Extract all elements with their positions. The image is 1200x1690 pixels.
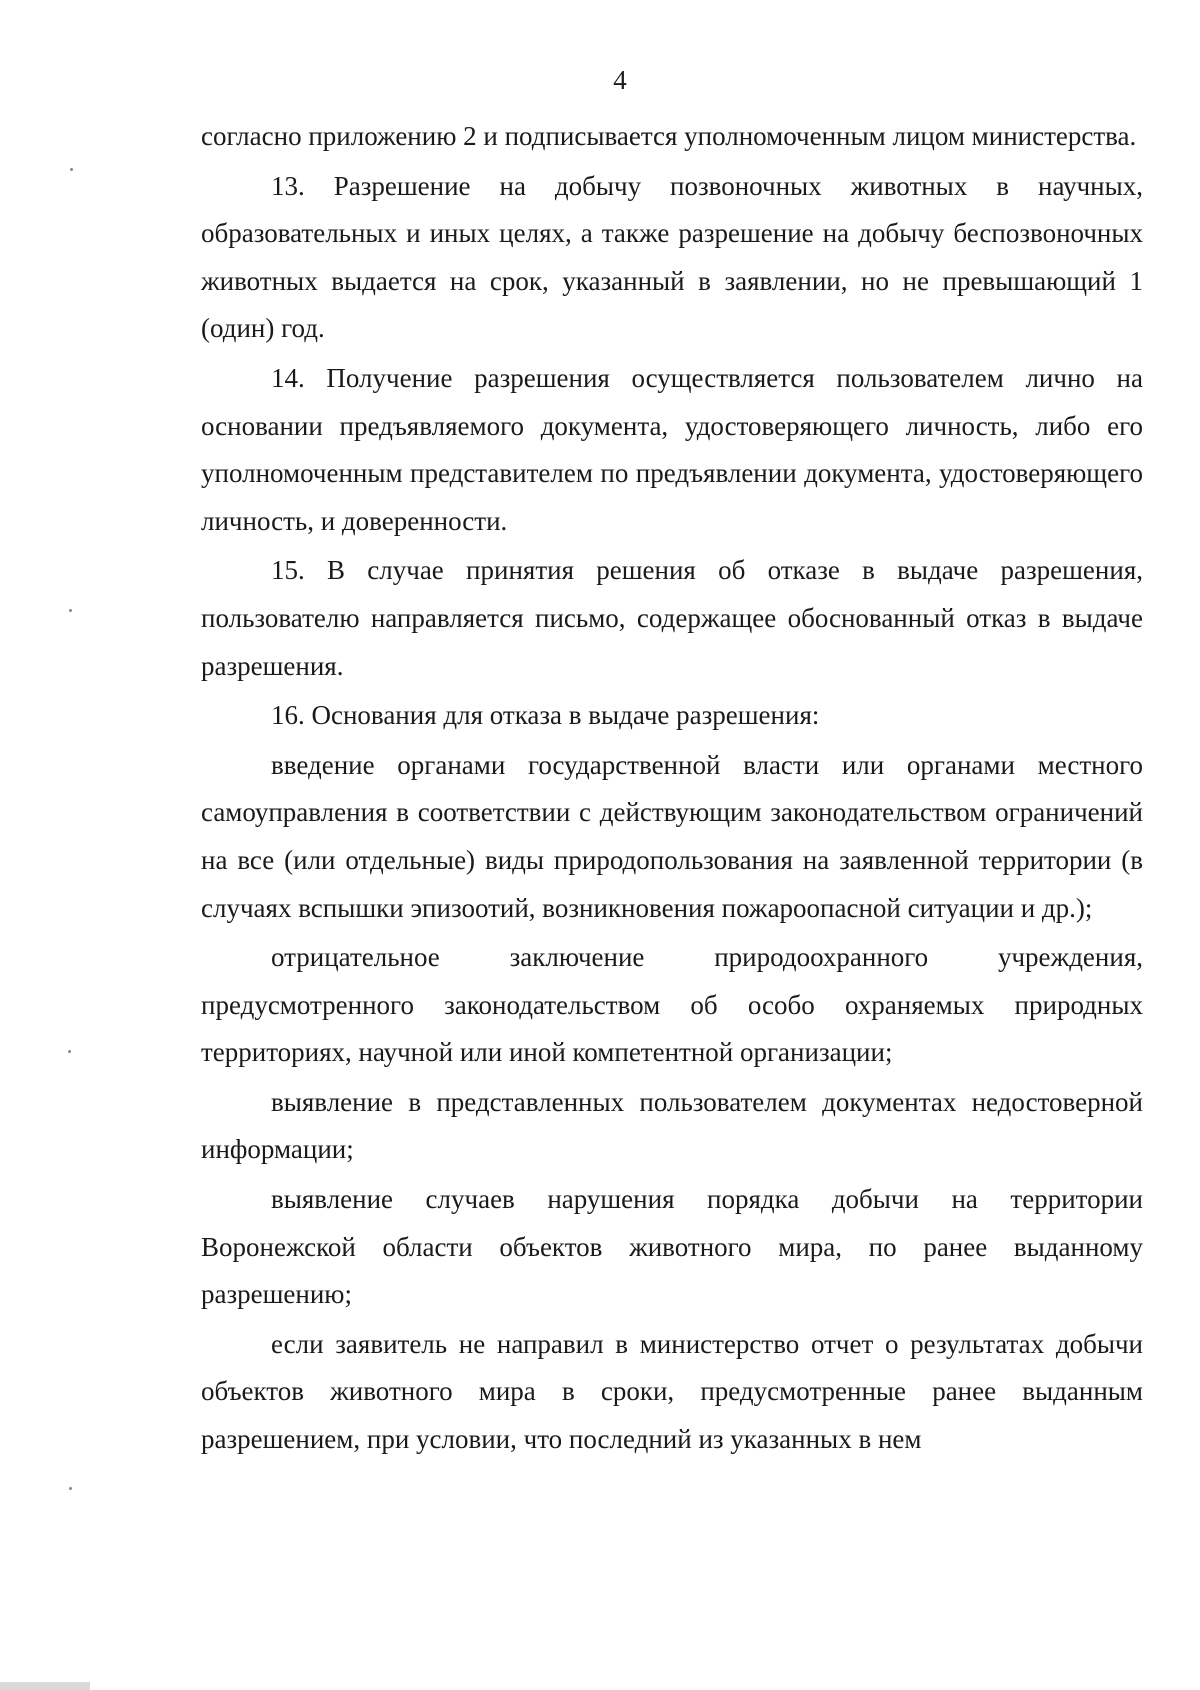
paragraph-15: 15. В случае принятия решения об отказе в выдаче разрешения, пользователю направляется письмо, содержащее обоснованный отказ в выдаче разрешения. <box>201 555 1143 681</box>
paragraph-16-item-4: выявление случаев нарушения порядка добычи на территории Воронежской области объектов животного мира, по ранее выданному разрешению; <box>201 1184 1143 1310</box>
scan-speck <box>70 168 73 171</box>
paragraph-16-item-1: введение органами государственной власти или органами местного самоуправления в соответствии с действующим законодательством ограничений на все (или отдельные) виды природопользования на заявленной территории (в случаях вспышки эпизоотий, возникновения пожароопасной ситуации и др.); <box>201 749 1143 923</box>
scan-edge-shadow <box>0 1682 90 1690</box>
paragraph-16: 16. Основания для отказа в выдаче разрешения: <box>271 700 820 731</box>
scan-speck <box>69 1487 72 1490</box>
paragraph-14: 14. Получение разрешения осуществляется пользователем лично на основании предъявляемого документа, удостоверяющего личность, либо его уполномоченным представителем по предъявлении документа, удостоверяющего личность, и доверенности. <box>201 362 1143 536</box>
paragraph-16-item-2: отрицательное заключение природоохранного учреждения, предусмотренного законодательством об особо охраняемых природных территориях, научной или иной компетентной организации; <box>201 942 1143 1068</box>
paragraph-16-item-5: если заявитель не направил в министерство отчет о результатах добычи объектов животного мира в сроки, предусмотренные ранее выданным разрешением, при условии, что последний из указанных в нем <box>201 1328 1143 1455</box>
paragraph-continuation: согласно приложению 2 и подписывается уполномоченным лицом министерства. <box>201 121 1137 151</box>
document-body <box>201 113 1143 1464</box>
paragraph-13: 13. Разрешение на добычу позвоночных животных в научных, образовательных и иных целях, а также разрешение на добычу беспозвоночных животных выдается на срок, указанный в заявлении, но не превышающий 1 (один) год. <box>201 170 1143 344</box>
paragraph-16-item-3: выявление в представленных пользователем документах недостоверной информации; <box>201 1086 1143 1165</box>
page-number: 4 <box>613 65 627 95</box>
scan-speck <box>68 1050 71 1053</box>
scan-speck <box>69 609 72 612</box>
